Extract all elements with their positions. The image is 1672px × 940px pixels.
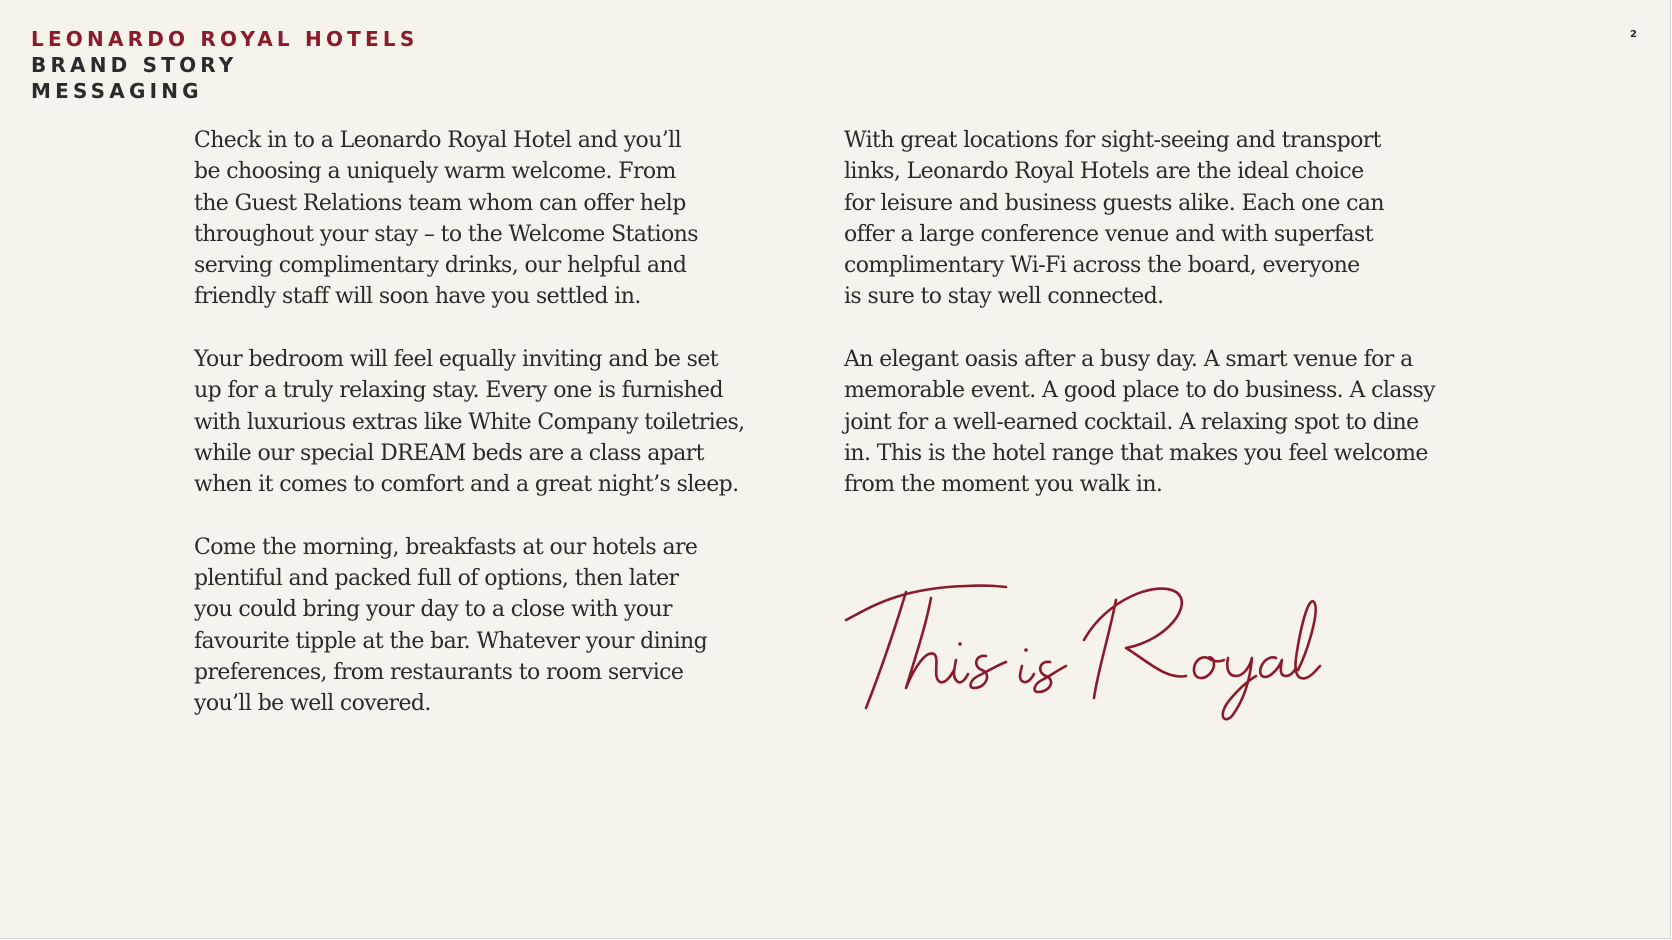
- paragraph-dining: Come the morning, breakfasts at our hotels are plentiful and packed full of options, then later you could bring your day to a close with your favourite tipple at the bar. Whatever your dining preferences, from restaurants to room service you’ll be well covered.: [194, 534, 708, 717]
- paragraph-locations: With great locations for sight-seeing and transport links, Leonardo Royal Hotels are the ideal choice for leisure and business guests alike. Each one can offer a large conference venue and with superfast complimentary Wi-Fi across the board, everyone is sure to stay well connected.: [844, 128, 1384, 310]
- this-is-royal-signature: [836, 570, 1326, 730]
- section-title-line-1: BRAND STORY: [31, 53, 238, 77]
- brand-name: LEONARDO ROYAL HOTELS: [31, 27, 419, 51]
- paragraph-welcome: Check in to a Leonardo Royal Hotel and you’ll be choosing a uniquely warm welcome. From the Guest Relations team whom can offer help throughout your stay – to the Welcome Stations serving complimentary drinks, our helpful and friendly staff will soon have you settled in.: [194, 128, 698, 310]
- paragraph-oasis: An elegant oasis after a busy day. A smart venue for a memorable event. A good place to do business. A classy joint for a well-earned cocktail. A relaxing spot to dine in. This is the hotel range that makes you feel welcome from the moment you walk in.: [844, 347, 1436, 498]
- section-title-line-2: MESSAGING: [31, 79, 203, 103]
- right-column: [844, 125, 1484, 532]
- page-number: 2: [1630, 29, 1637, 40]
- header: [31, 26, 418, 104]
- paragraph-bedroom: Your bedroom will feel equally inviting and be set up for a truly relaxing stay. Every one is furnished with luxurious extras like White Company toiletries, while our special DREAM beds are a class apart when it comes to comfort and a great night’s sleep.: [194, 347, 745, 498]
- left-column: [194, 125, 804, 751]
